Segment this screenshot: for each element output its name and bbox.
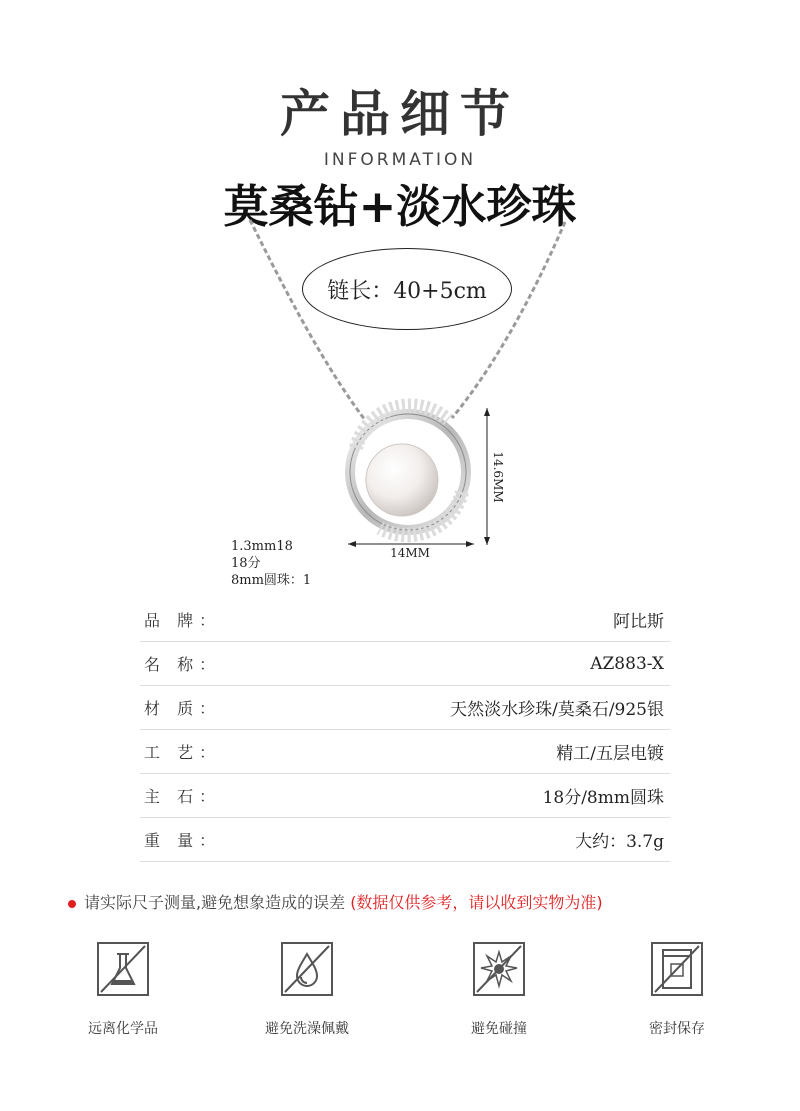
care-label: 远离化学品 (88, 1021, 158, 1037)
no-impact-icon (471, 940, 527, 998)
product-headline: 莫桑钻+淡水珍珠 (223, 180, 577, 233)
detail-row-brand (140, 598, 670, 642)
details-table (140, 598, 670, 862)
detail-value: AZ883-X (590, 653, 664, 674)
detail-label: 材 质： (144, 699, 222, 718)
detail-value: 精工/五层电镀 (556, 744, 664, 764)
no-chemicals-icon (95, 940, 151, 998)
height-dimension-label: 14.6MM (491, 451, 505, 503)
detail-label: 品 牌： (144, 611, 222, 630)
chain-length-text: 链长：40+5cm (327, 278, 487, 304)
detail-label: 主 石： (144, 787, 222, 806)
detail-row-name (140, 642, 670, 686)
detail-value: 天然淡水珍珠/莫桑石/925银 (450, 700, 664, 720)
page-subtitle: INFORMATION (323, 150, 477, 170)
detail-row-material (140, 686, 670, 730)
chain-length-badge (302, 248, 512, 330)
detail-label: 名 称： (144, 655, 222, 674)
detail-value: 大约：3.7g (575, 832, 664, 852)
care-item-impact (424, 940, 574, 1038)
care-label: 避免洗澡佩戴 (265, 1021, 349, 1037)
detail-row-main-stone (140, 774, 670, 818)
pendant (350, 405, 466, 535)
stone-specs (231, 538, 311, 589)
care-label: 密封保存 (649, 1021, 705, 1037)
notice-highlight: (数据仅供参考，请以收到实物为准) (350, 893, 603, 912)
sealed-storage-icon (649, 940, 705, 998)
detail-label: 重 量： (144, 831, 222, 850)
care-item-chemicals (48, 940, 198, 1038)
detail-label: 工 艺： (144, 743, 222, 762)
detail-value: 18分/8mm圆珠 (542, 788, 664, 808)
detail-value: 阿比斯 (613, 612, 664, 632)
spec-line: 1.3mm18 (231, 539, 293, 554)
spec-line: 8mm圆珠：1 (231, 573, 312, 588)
spec-line: 18分 (231, 556, 261, 571)
measurement-notice (68, 890, 768, 913)
care-label: 避免碰撞 (471, 1021, 527, 1037)
detail-row-weight (140, 818, 670, 862)
no-water-icon (279, 940, 335, 998)
care-item-water (232, 940, 382, 1038)
bullet-dot-icon (68, 900, 76, 908)
notice-text: 请实际尺子测量,避免想象造成的误差 (84, 893, 346, 912)
care-item-storage (602, 940, 752, 1038)
page-title: 产品细节 (280, 85, 520, 143)
width-dimension-label: 14MM (390, 546, 430, 560)
detail-row-craft (140, 730, 670, 774)
